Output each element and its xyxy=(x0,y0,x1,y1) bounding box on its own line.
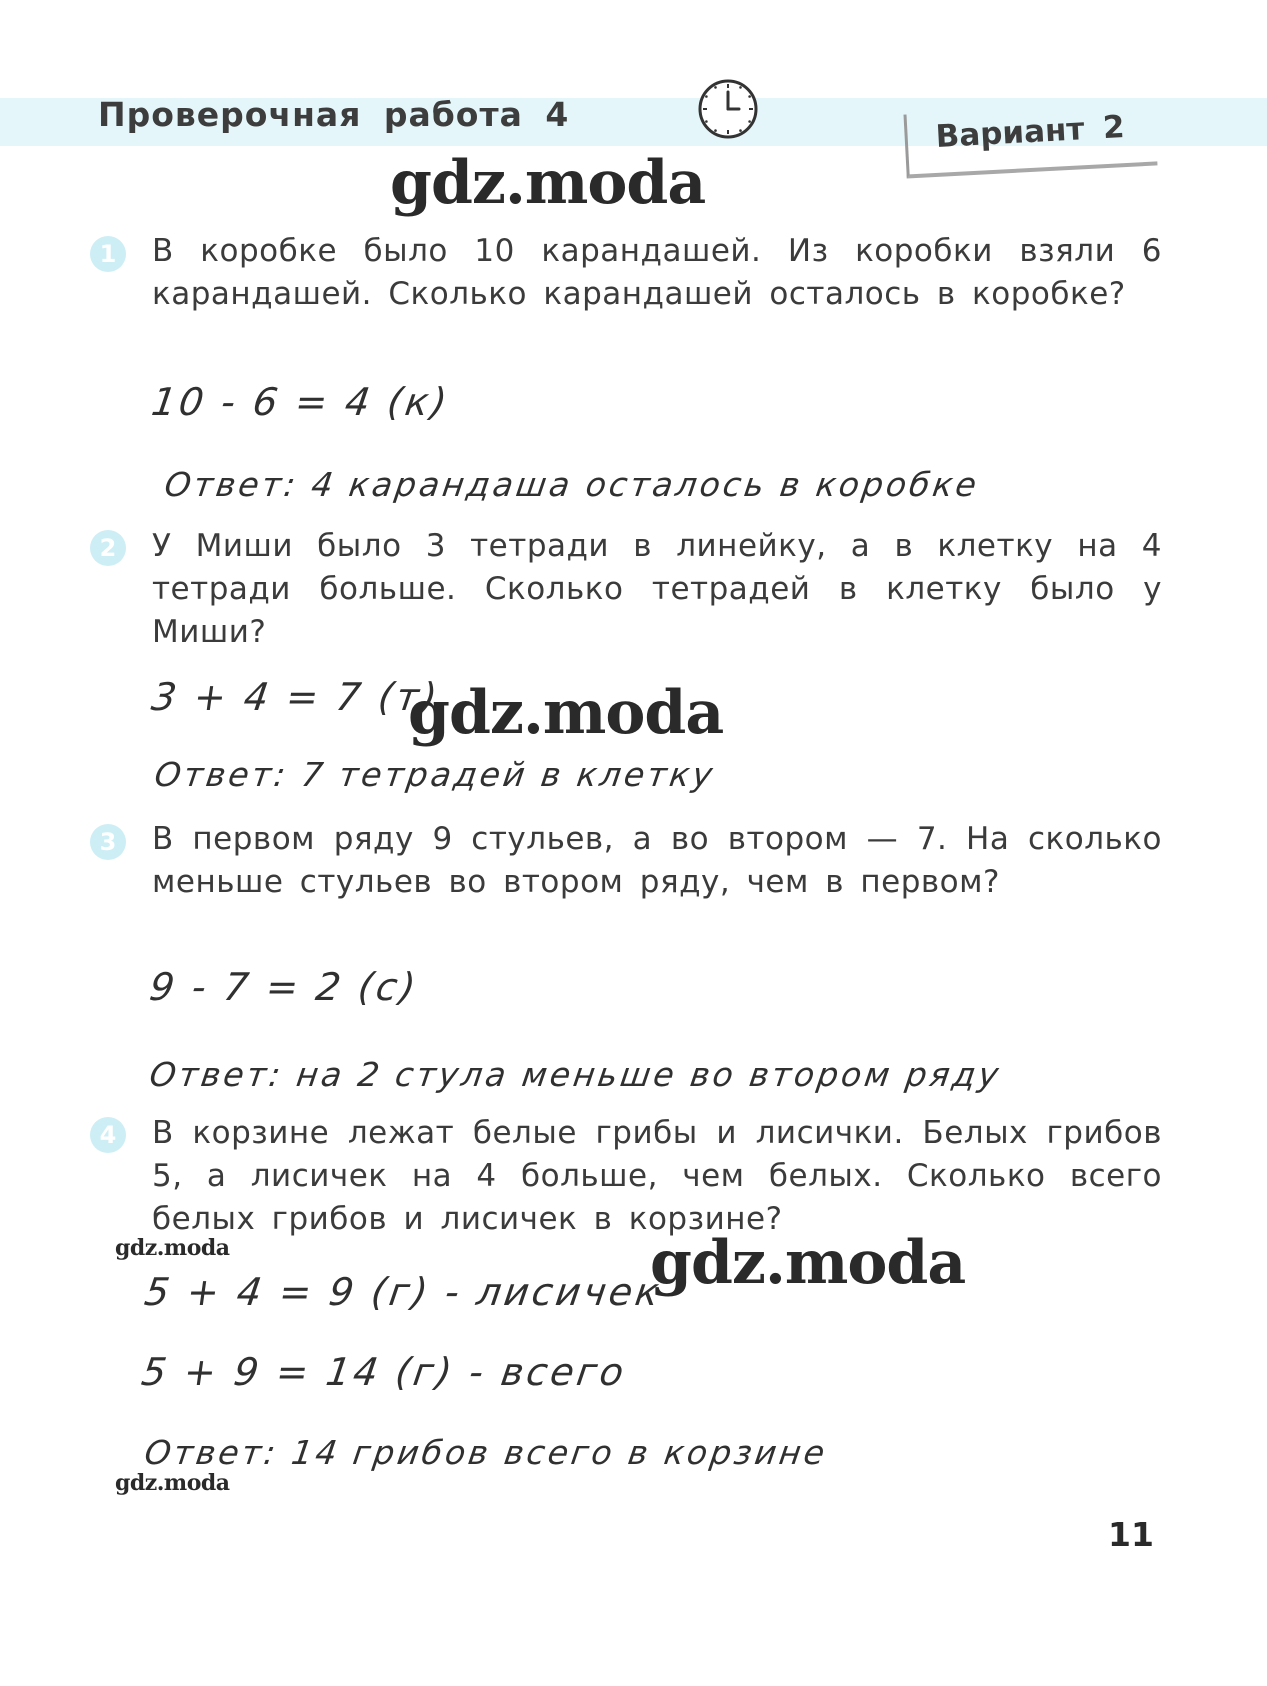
task-number-1: 1 xyxy=(90,236,126,272)
watermark: gdz.moda xyxy=(650,1228,966,1298)
task-2-answer: Ответ: 7 тетрадей в клетку xyxy=(152,755,718,794)
task-1-text: В коробке было 10 карандашей. Из коробки взяли 6 карандашей. Сколько карандашей осталось в коробке? xyxy=(152,233,1162,312)
task-4-solution-1: 5 + 4 = 9 (г) - лисичек xyxy=(141,1270,665,1314)
task-2-solution: 3 + 4 = 7 (т) xyxy=(148,675,443,719)
task-4-solution-2: 5 + 9 = 14 (г) - всего xyxy=(138,1350,630,1394)
task-number-3: 3 xyxy=(90,824,126,860)
task-2-text: У Миши было 3 тетради в линейку, а в клетку на 4 тетради больше. Сколько тетрадей в клетку было у Миши? xyxy=(152,528,1162,650)
task-3-text: В первом ряду 9 стульев, а во втором — 7. На сколько меньше стульев во втором ряду, чем в первом? xyxy=(152,821,1162,900)
task-3-solution: 9 - 7 = 2 (с) xyxy=(146,965,422,1009)
page-number: 11 xyxy=(1108,1515,1154,1554)
task-number-2: 2 xyxy=(90,530,126,566)
task-3-answer: Ответ: на 2 стула меньше во втором ряду xyxy=(147,1055,1004,1094)
variant-box xyxy=(903,101,1157,178)
watermark: gdz.moda xyxy=(390,148,706,218)
task-4-answer: Ответ: 14 грибов всего в корзине xyxy=(142,1433,831,1472)
task-1-solution: 10 - 6 = 4 (к) xyxy=(148,380,453,424)
page-title: Проверочная работа 4 xyxy=(98,95,570,134)
watermark-small: gdz.moda xyxy=(115,1235,230,1261)
task-1-answer: Ответ: 4 карандаша осталось в коробке xyxy=(162,465,982,504)
task-4-text: В корзине лежат белые грибы и лисички. Белых грибов 5, а лисичек на 4 больше, чем белых. Сколько всего белых грибов и лисичек в корзине? xyxy=(152,1115,1162,1237)
variant-label: Вариант 2 xyxy=(934,109,1126,155)
clock-icon xyxy=(697,78,759,140)
watermark: gdz.moda xyxy=(408,678,724,748)
task-number-4: 4 xyxy=(90,1117,126,1153)
watermark-small: gdz.moda xyxy=(115,1470,230,1496)
